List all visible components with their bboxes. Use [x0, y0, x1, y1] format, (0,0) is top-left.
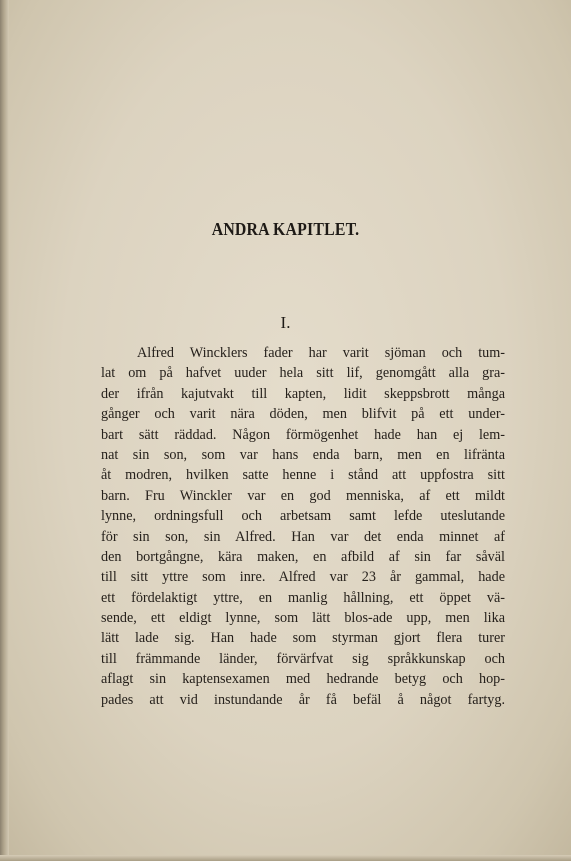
text-line: till sitt yttre som inre. Alfred var 23 år gammal, hade [101, 569, 505, 586]
text-line: ett fördelaktigt yttre, en manlig hållning, ett öppet vä- [101, 589, 505, 606]
text-line: sende, ett eldigt lynne, som lätt blos-ade upp, men lika [101, 610, 505, 627]
text-line: bart sätt räddad. Någon förmögenhet hade han ej lem- [101, 426, 505, 443]
text-line: den bortgångne, kära maken, en afbild af sin far såväl [101, 548, 505, 565]
page-bottom-edge [0, 855, 571, 861]
page-left-edge [0, 0, 9, 861]
text-line: gånger och varit nära döden, men blifvit på ett under- [101, 406, 505, 423]
text-line: lynne, ordningsfull och arbetsam samt lefde uteslutande [101, 508, 505, 525]
text-line: lätt lade sig. Han hade som styrman gjort flera turer [101, 630, 505, 647]
text-line: Alfred Wincklers fader har varit sjöman och tum- [137, 345, 505, 361]
text-line: till främmande länder, förvärfvat sig språkkunskap och [101, 650, 505, 667]
text-line: barn. Fru Winckler var en god menniska, af ett mildt [101, 487, 505, 504]
chapter-heading: ANDRA KAPITLET. [211, 219, 360, 239]
text-line: pades att vid instundande år få befäl å något fartyg. [101, 691, 505, 708]
text-line: der ifrån kajutvakt till kapten, lidit skeppsbrott många [101, 385, 505, 402]
body-paragraph [101, 343, 505, 710]
text-line: åt modren, hvilken satte henne i stånd att uppfostra sitt [101, 467, 505, 484]
section-numeral: I. [280, 313, 291, 332]
text-line: för sin son, sin Alfred. Han var det enda minnet af [101, 528, 505, 545]
text-line: nat sin son, som var hans enda barn, men en lifränta [101, 446, 505, 463]
text-line: lat om på hafvet uuder hela sitt lif, genomgått alla gra- [101, 365, 505, 382]
text-line: aflagt sin kaptensexamen med hedrande betyg och hop- [101, 671, 505, 688]
